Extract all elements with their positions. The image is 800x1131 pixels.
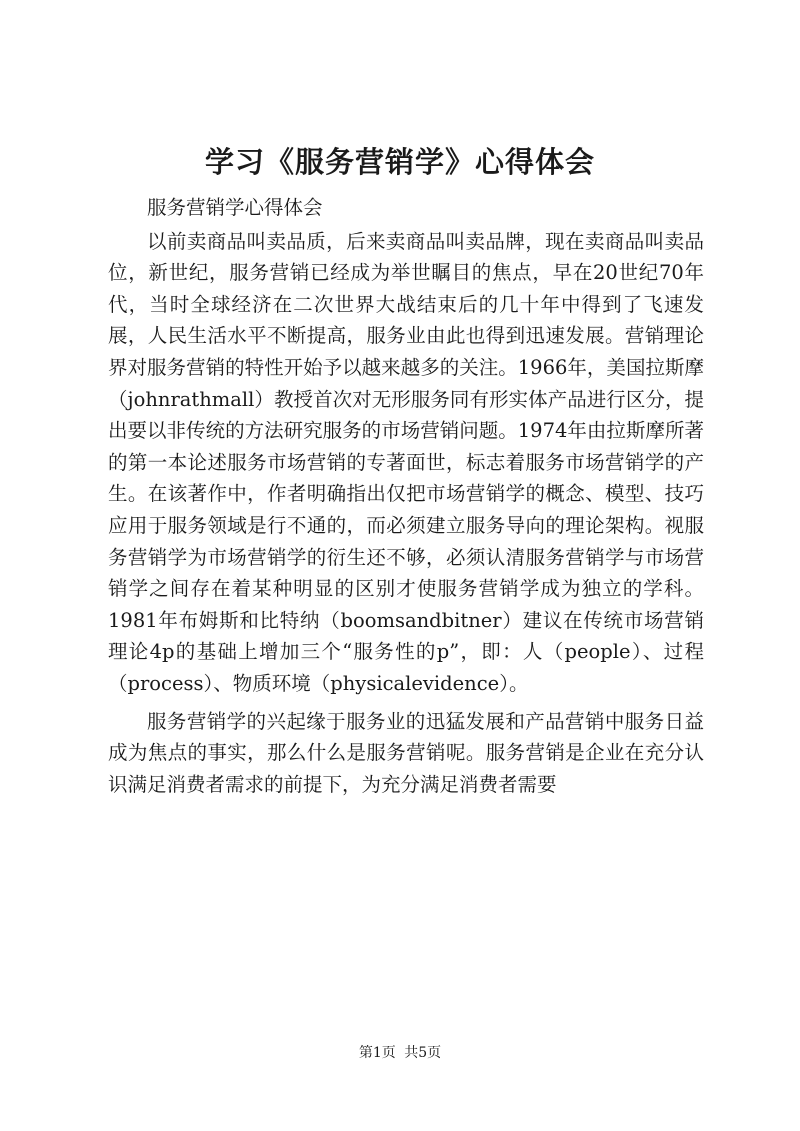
page-total: 共5页 [404,1045,442,1061]
document-subtitle: 服务营销学心得体会 [147,196,323,219]
page-footer [0,1043,800,1063]
document-body [108,192,704,806]
page-number: 第1页 [358,1045,396,1061]
paragraph-1: 以前卖商品叫卖品质，后来卖商品叫卖品牌，现在卖商品叫卖品位，新世纪，服务营销已经成为举世瞩目的焦点，早在20世纪70年代，当时全球经济在二次世界大战结束后的几十年中得到了飞速发展，人民生活水平不断提高，服务业由此也得到迅速发展。营销理论界对服务营销的特性开始予以越来越多的关注。1966年，美国拉斯摩（johnrathmall）教授首次对无形服务同有形实体产品进行区分，提出要以非传统的方法研究服务的市场营销问题。1974年由拉斯摩所著的第一本论述服务市场营销的专著面世，标志着服务市场营销学的产生。在该著作中，作者明确指出仅把市场营销学的概念、模型、技巧应用于服务领域是行不通的，而必须建立服务导向的理论架构。视服务营销学为市场营销学的衍生还不够，必须认清服务营销学与市场营销学之间存在着某种明显的区别才使服务营销学成为独立的学科。1981年布姆斯和比特纳（boomsandbitner）建议在传统市场营销理论4p的基础上增加三个“服务性的p”，即：人（people）、过程（process）、物质环境（physicalevidence）。 [108,229,704,695]
document-title: 学习《服务营销学》心得体会 [204,145,595,179]
paragraph-2: 服务营销学的兴起缘于服务业的迅猛发展和产品营销中服务日益成为焦点的事实，那么什么是服务营销呢。服务营销是企业在充分认识满足消费者需求的前提下，为充分满足消费者需要 [108,709,704,796]
